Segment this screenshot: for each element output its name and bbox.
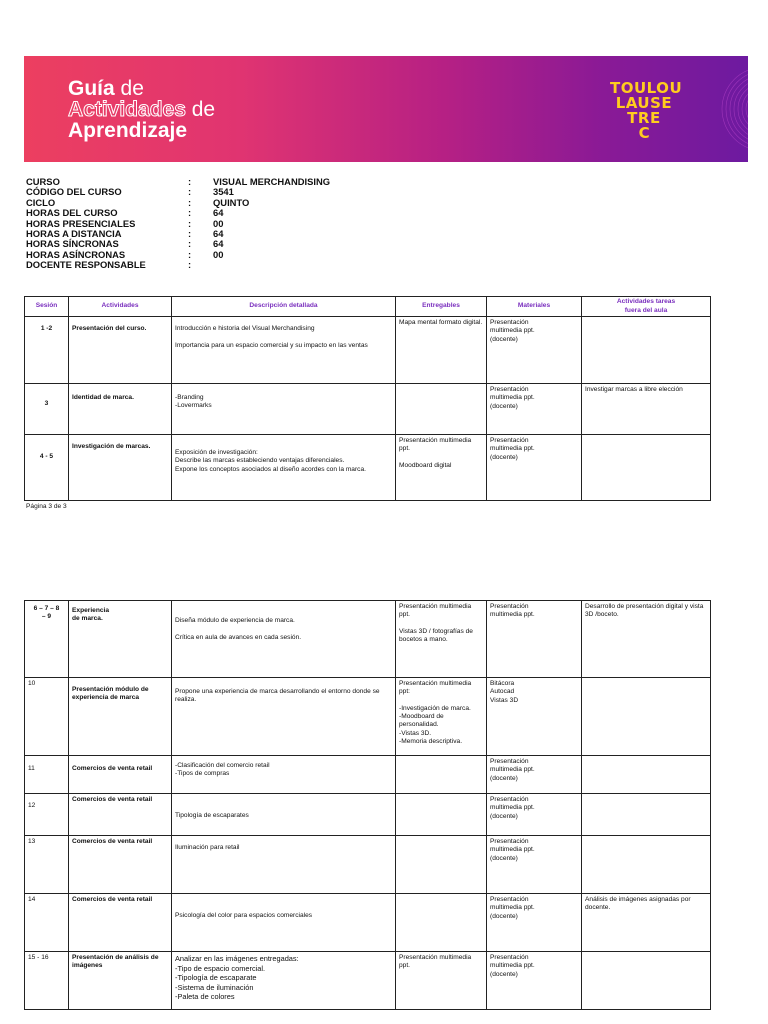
cell-actividad: Presentación del curso.: [69, 317, 172, 384]
cell-actividad: Experiencia de marca.: [69, 601, 172, 678]
cell-descripcion: -Branding -Lovermarks: [172, 384, 396, 435]
cell-descripcion: Diseña módulo de experiencia de marca. Crítica en aula de avances en cada sesión.: [172, 601, 396, 678]
cell-tareas: [582, 756, 711, 794]
cell-materiales: Bitácora Autocad Vistas 3D: [487, 678, 582, 756]
header-banner: [24, 56, 748, 162]
cell-materiales: Presentación multimedia ppt. (docente): [487, 317, 582, 384]
cell-sesion: 10: [25, 678, 69, 756]
info-row: HORAS ASÍNCRONAS : 00: [26, 248, 224, 260]
cell-tareas: [582, 952, 711, 1010]
table-row: [25, 317, 711, 384]
header-entregables: Entregables: [396, 297, 487, 317]
cell-actividad: Investigación de marcas.: [69, 435, 172, 501]
cell-actividad: Presentación módulo de experiencia de marca: [69, 678, 172, 756]
cell-materiales: Presentación multimedia ppt. (docente): [487, 894, 582, 952]
cell-entregables: [396, 836, 487, 894]
table-row: [25, 601, 711, 678]
cell-sesion: 15 - 16: [25, 952, 69, 1010]
cell-tareas: [582, 836, 711, 894]
header-actividades: Actividades: [69, 297, 172, 317]
cell-sesion: 14: [25, 894, 69, 952]
info-row: HORAS DEL CURSO : 64: [26, 207, 224, 219]
cell-tareas: [582, 317, 711, 384]
cell-sesion: 3: [25, 384, 69, 435]
table-row: [25, 678, 711, 756]
cell-sesion: 4 - 5: [25, 435, 69, 501]
cell-actividad: Comercios de venta retail: [69, 836, 172, 894]
title-word-de: de: [114, 77, 144, 100]
cell-materiales: Presentación multimedia ppt.: [487, 601, 582, 678]
cell-entregables: Presentación multimedia ppt. Moodboard digital: [396, 435, 487, 501]
cell-entregables: Mapa mental formato digital.: [396, 317, 487, 384]
cell-tareas: [582, 435, 711, 501]
cell-tareas: [582, 678, 711, 756]
table-row: [25, 384, 711, 435]
cell-materiales: Presentación multimedia ppt. (docente): [487, 384, 582, 435]
cell-entregables: Presentación multimedia ppt: -Investigación de marca. -Moodboard de personalidad. -Vistas 3D. -Memoria descriptiva.: [396, 678, 487, 756]
header-materiales: Materiales: [487, 297, 582, 317]
cell-materiales: Presentación multimedia ppt. (docente): [487, 794, 582, 836]
cell-actividad: Comercios de venta retail: [69, 756, 172, 794]
cell-sesion: 12: [25, 794, 69, 836]
cell-descripcion: -Clasificación del comercio retail -Tipos de compras: [172, 756, 396, 794]
cell-descripcion: Tipología de escaparates: [172, 794, 396, 836]
cell-descripcion: Introducción e historia del Visual Merchandising Importancia para un espacio comercial y su impacto en las ventas: [172, 317, 396, 384]
cell-tareas: Investigar marcas a libre elección: [582, 384, 711, 435]
table-header-row: [25, 297, 711, 317]
cell-actividad: Presentación de análisis de imágenes: [69, 952, 172, 1010]
header-descripcion: Descripción detallada: [172, 297, 396, 317]
cell-entregables: Presentación multimedia ppt.: [396, 952, 487, 1010]
cell-entregables: [396, 894, 487, 952]
cell-descripcion: Psicología del color para espacios comerciales: [172, 894, 396, 952]
cell-actividad: Comercios de venta retail: [69, 794, 172, 836]
cell-materiales: Presentación multimedia ppt. (docente): [487, 756, 582, 794]
table-row: [25, 435, 711, 501]
toulouse-lautrec-logo: TOULOU LAUSE TRE C: [610, 79, 683, 142]
table-row: [25, 794, 711, 836]
cell-entregables: [396, 794, 487, 836]
info-row: HORAS PRESENCIALES : 00: [26, 217, 224, 229]
guide-title: [68, 78, 215, 141]
cell-actividad: Comercios de venta retail: [69, 894, 172, 952]
cell-materiales: Presentación multimedia ppt. (docente): [487, 952, 582, 1010]
cell-sesion: 13: [25, 836, 69, 894]
cell-sesion: 1 -2: [25, 317, 69, 384]
table-row: [25, 952, 711, 1010]
title-word-de-2: de: [185, 98, 216, 121]
cell-materiales: Presentación multimedia ppt. (docente): [487, 836, 582, 894]
cell-tareas: [582, 794, 711, 836]
page-number: Página 3 de 3: [26, 503, 67, 510]
course-info: [26, 177, 413, 271]
info-row: DOCENTE RESPONSABLE :: [26, 259, 192, 271]
cell-sesion: 6 – 7 – 8 – 9: [25, 601, 69, 678]
cell-entregables: Presentación multimedia ppt. Vistas 3D / fotografías de bocetos a mano.: [396, 601, 487, 678]
header-tareas: Actividades tareas fuera del aula: [582, 297, 711, 317]
table-row: [25, 894, 711, 952]
table-row: [25, 756, 711, 794]
info-row: HORAS SÍNCRONAS : 64: [26, 238, 224, 250]
title-word-guia: Guía: [68, 77, 115, 100]
table-row: [25, 836, 711, 894]
info-row: CURSO : VISUAL MERCHANDISING: [26, 176, 331, 187]
cell-entregables: [396, 756, 487, 794]
title-word-aprendizaje: Aprendizaje: [68, 119, 188, 142]
cell-descripcion: Propone una experiencia de marca desarrollando el entorno donde se realiza.: [172, 678, 396, 756]
title-word-actividades: Actividades: [68, 98, 186, 121]
info-row: CÓDIGO DEL CURSO : 3541: [26, 186, 234, 198]
cell-descripcion: Exposición de investigación: Describe las marcas estableciendo ventajas diferenciales. Expone los conceptos asociados al diseño acordes con la marca.: [172, 435, 396, 501]
cell-descripcion: Analizar en las imágenes entregadas: -Tipo de espacio comercial. -Tipología de escaparate -Sistema de iluminación -Paleta de colores: [172, 952, 396, 1010]
header-sesion: Sesión: [25, 297, 69, 317]
cell-descripcion: Iluminación para retail: [172, 836, 396, 894]
activities-table: [24, 296, 711, 501]
cell-entregables: [396, 384, 487, 435]
cell-tareas: Desarrollo de presentación digital y vista 3D /boceto.: [582, 601, 711, 678]
cell-materiales: Presentación multimedia ppt. (docente): [487, 435, 582, 501]
cell-actividad: Identidad de marca.: [69, 384, 172, 435]
cell-tareas: Análisis de imágenes asignadas por docente.: [582, 894, 711, 952]
activities-table-continued: [24, 600, 711, 1010]
info-row: CICLO : QUINTO: [26, 196, 250, 208]
info-row: HORAS A DISTANCIA : 64: [26, 227, 224, 239]
cell-sesion: 11: [25, 756, 69, 794]
